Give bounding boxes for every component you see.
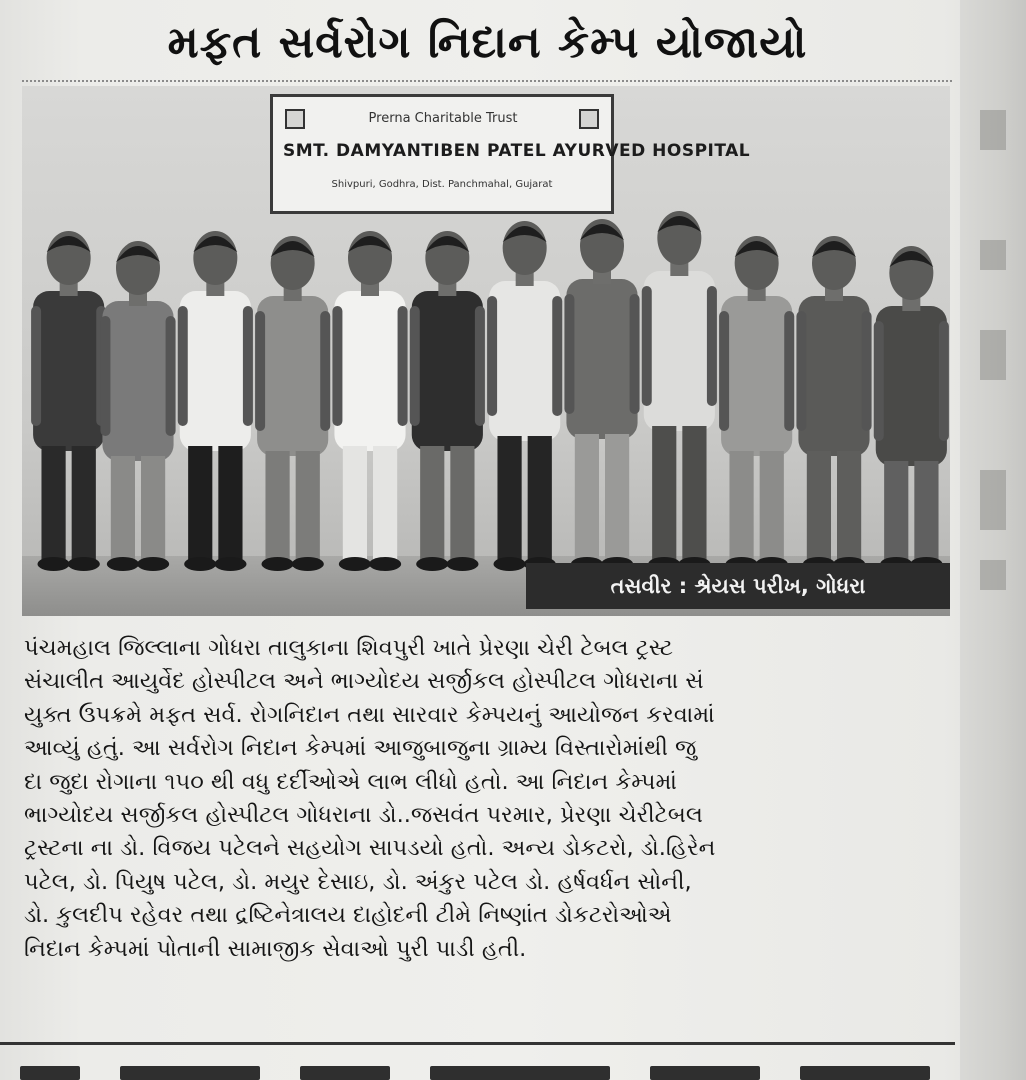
article-body (24, 632, 952, 966)
body-line: ભાગ્યોદય સર્જીકલ હોસ્પીટલ ગોધરાના ડો..જસવંત પરમાર, પ્રેરણા ચેરીટેબલ (24, 801, 703, 828)
column-bottom-rule (0, 1042, 955, 1045)
banner-address: Shivpuri, Godhra, Dist. Panchmahal, Gujarat (331, 179, 553, 190)
body-line: નિદાન કેમ્પમાં પોતાની સામાજીક સેવાઓ પુરી પાડી હતી. (24, 935, 527, 962)
body-line: સંચાલીત આયુર્વેદ હોસ્પીટલ અને ભાગ્યોદય સર્જીકલ હોસ્પીટલ ગોધરાના સં (24, 668, 704, 695)
body-line: પંચમહાલ જિલ્લાના ગોધરા તાલુકાના શિવપુરી ખાતે પ્રેરણા ચેરી ટેબલ ટ્રસ્ટ (24, 635, 674, 661)
adjacent-column-edge (960, 0, 1026, 1080)
body-line: આવ્યું હતું. આ સર્વરોગ નિદાન કેમ્પમાં આજુબાજુના ગ્રામ્ય વિસ્તારોમાંથી જુ (24, 735, 697, 762)
headline-divider (22, 80, 952, 82)
body-line: દા જુદા રોગાના ૧૫૦ થી વધુ દર્દીઓએ લાભ લીધો હતો. આ નિદાન કેમ્પમાં (24, 768, 677, 795)
body-line: પટેલ, ડો. પિયુષ પટેલ, ડો. મયુર દેસાઇ, ડો. અંકુર પટેલ ડો. હર્ષવર્ધન સોની, (24, 868, 692, 895)
body-line: ડો. કુલદીપ રહેવર તથા દ્રષ્ટિનેત્રાલય દાહોદની ટીમે નિષ્ણાંત ડોકટરોઓએ (24, 902, 672, 929)
article-photo (22, 86, 950, 616)
banner-hospital-name: SMT. DAMYANTIBEN PATEL AYURVED HOSPITAL (283, 141, 751, 161)
banner-trust-name: Prerna Charitable Trust (368, 111, 518, 126)
banner-emblem-right-icon (579, 109, 599, 129)
banner-emblem-left-icon (285, 109, 305, 129)
next-article-fragment (0, 1060, 955, 1080)
article-headline: મફત સર્વરોગ નિદાન કેમ્પ યોજાયો (167, 17, 808, 68)
hospital-banner (270, 94, 751, 214)
body-line: યુક્ત ઉપક્રમે મફત સર્વ. રોગનિદાન તથા સારવાર કેમ્પયનું આયોજન કરવામાં (24, 701, 715, 728)
body-line: ટ્રસ્ટના ના ડો. વિજય પટેલને સહયોગ સાપડયો હતો. અન્ય ડોકટરો, ડો.હિરેન (24, 835, 716, 862)
photo-credit-caption: તસવીર : શ્રેયસ પરીખ, ગોધરા (526, 563, 950, 609)
